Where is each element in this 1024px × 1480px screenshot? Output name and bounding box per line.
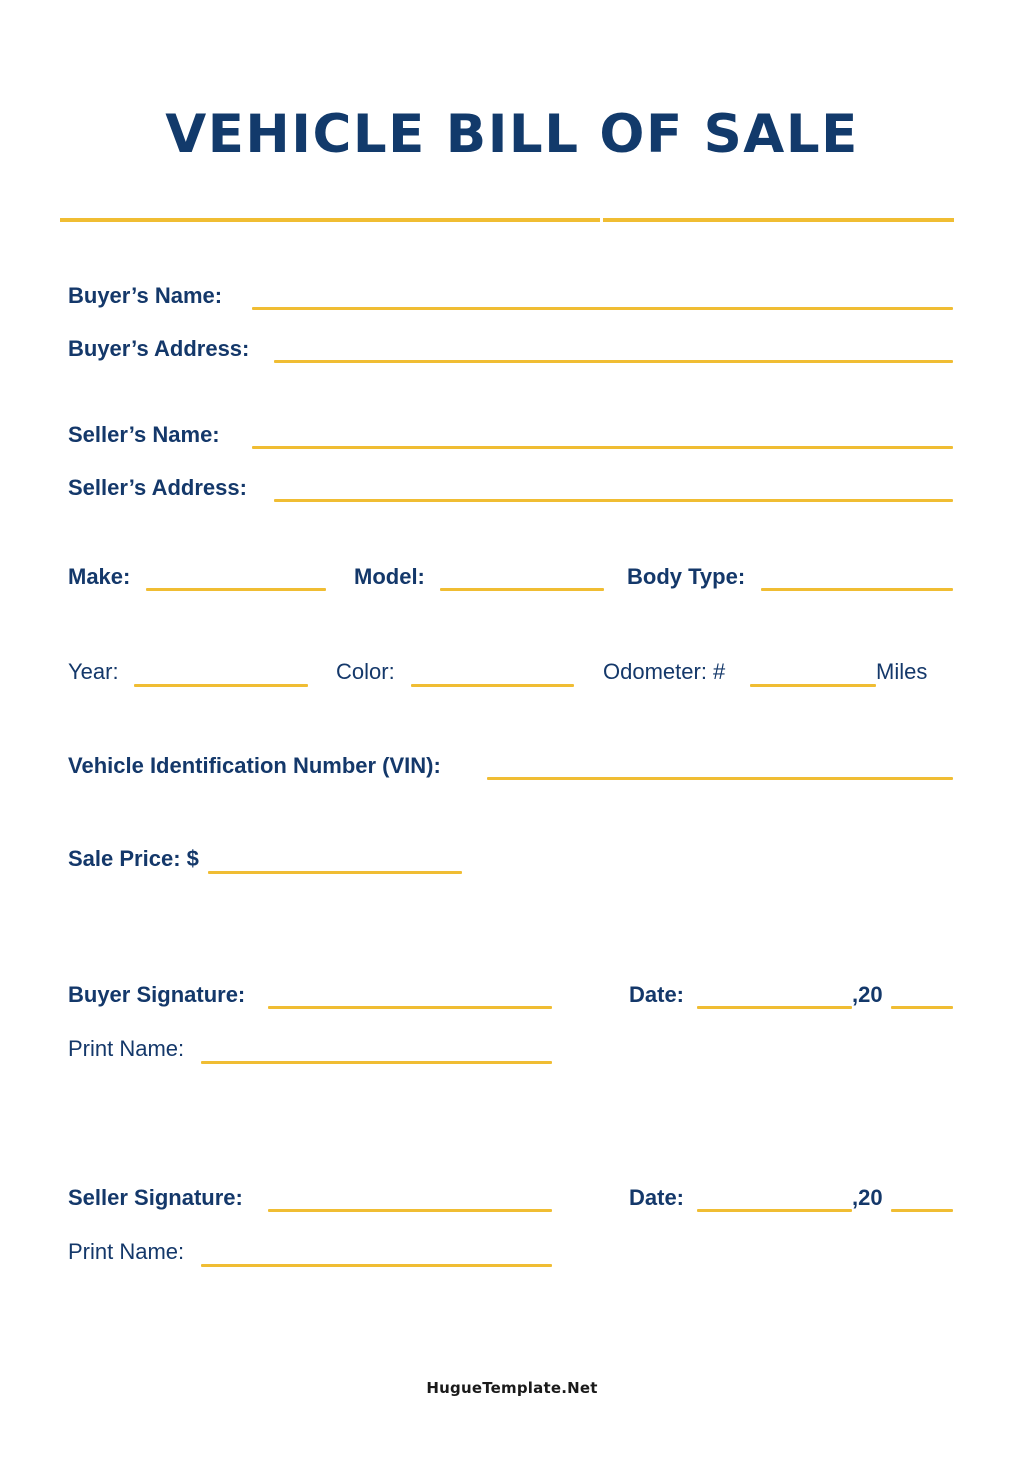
color-input[interactable] <box>411 684 574 687</box>
buyer-name-label: Buyer’s Name: <box>68 283 223 308</box>
buyer-print-name-label: Print Name: <box>68 1036 185 1061</box>
year-label: Year: <box>68 659 119 684</box>
seller-date-century-label: ,20 <box>852 1185 883 1210</box>
seller-print-name-input[interactable] <box>201 1264 552 1267</box>
title-divider-right <box>603 218 954 222</box>
seller-date-year-input[interactable] <box>891 1209 953 1212</box>
sale-price-label: Sale Price: $ <box>68 846 199 871</box>
make-input[interactable] <box>146 588 326 591</box>
page-title: VEHICLE BILL OF SALE <box>165 104 859 165</box>
title-divider-left <box>60 218 600 222</box>
odometer-label: Odometer: # <box>603 659 726 684</box>
buyer-signature-label: Buyer Signature: <box>68 982 246 1007</box>
buyer-address-input[interactable] <box>274 360 953 363</box>
buyer-date-label: Date: <box>629 982 685 1007</box>
body-type-input[interactable] <box>761 588 953 591</box>
color-label: Color: <box>336 659 395 684</box>
seller-date-input[interactable] <box>697 1209 852 1212</box>
seller-date-label: Date: <box>629 1185 685 1210</box>
buyer-date-input[interactable] <box>697 1006 852 1009</box>
buyer-date-century-label: ,20 <box>852 982 883 1007</box>
seller-address-input[interactable] <box>274 499 953 502</box>
seller-name-input[interactable] <box>252 446 953 449</box>
model-label: Model: <box>354 564 425 589</box>
vin-input[interactable] <box>487 777 953 780</box>
make-label: Make: <box>68 564 131 589</box>
vin-label: Vehicle Identification Number (VIN): <box>68 753 441 778</box>
buyer-name-input[interactable] <box>252 307 953 310</box>
footer-watermark: HugueTemplate.Net <box>426 1379 598 1397</box>
seller-signature-label: Seller Signature: <box>68 1185 243 1210</box>
seller-address-label: Seller’s Address: <box>68 475 247 500</box>
body-type-label: Body Type: <box>627 564 746 589</box>
year-input[interactable] <box>134 684 308 687</box>
odometer-units-label: Miles <box>876 659 928 684</box>
seller-name-label: Seller’s Name: <box>68 422 220 447</box>
buyer-address-label: Buyer’s Address: <box>68 336 250 361</box>
model-input[interactable] <box>440 588 604 591</box>
odometer-input[interactable] <box>750 684 876 687</box>
sale-price-input[interactable] <box>208 871 462 874</box>
buyer-date-year-input[interactable] <box>891 1006 953 1009</box>
buyer-print-name-input[interactable] <box>201 1061 552 1064</box>
seller-signature-input[interactable] <box>268 1209 552 1212</box>
buyer-signature-input[interactable] <box>268 1006 552 1009</box>
seller-print-name-label: Print Name: <box>68 1239 185 1264</box>
